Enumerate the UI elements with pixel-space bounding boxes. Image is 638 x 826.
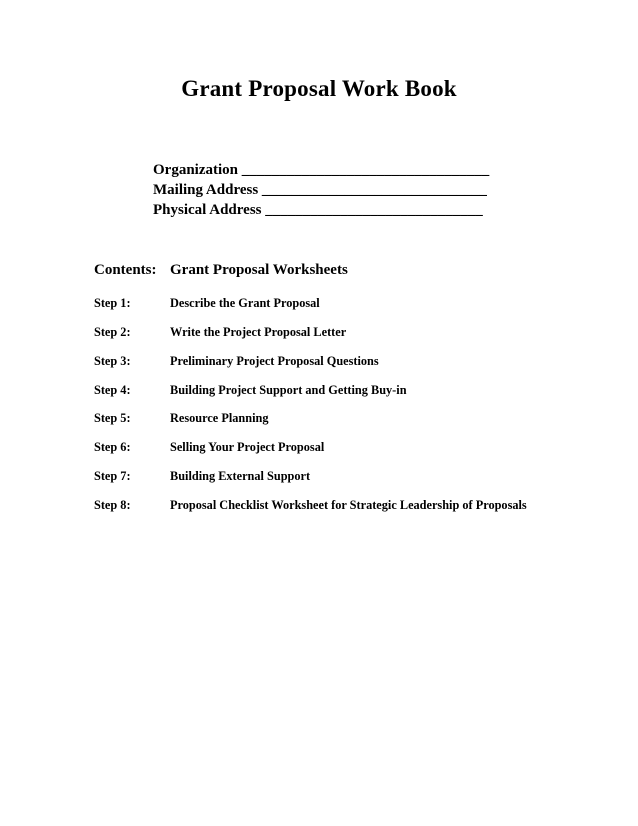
physical-address-blank: _____________________________ — [265, 202, 483, 218]
step-row — [94, 296, 594, 314]
step-number: Step 7: — [94, 469, 131, 483]
physical-address-label: Physical Address — [153, 202, 262, 218]
contents-heading: Grant Proposal Worksheets — [170, 262, 348, 278]
step-text: Building External Support — [170, 469, 311, 483]
step-text: Proposal Checklist Worksheet for Strategic Leadership of Proposals — [170, 498, 527, 512]
step-number: Step 3: — [94, 354, 131, 368]
organization-blank: _________________________________ — [241, 162, 490, 178]
contents-section — [94, 262, 594, 512]
step-number: Step 1: — [94, 296, 131, 310]
physical-address-field — [153, 200, 489, 220]
step-row — [94, 498, 594, 516]
organization-field — [153, 160, 489, 180]
page-title: Grant Proposal Work Book — [181, 76, 457, 101]
organization-label: Organization — [153, 162, 238, 178]
step-number: Step 2: — [94, 325, 131, 339]
step-text: Building Project Support and Getting Buy-in — [170, 383, 407, 397]
mailing-address-field — [153, 180, 489, 200]
step-text: Describe the Grant Proposal — [170, 296, 320, 310]
step-row — [94, 411, 594, 429]
step-text: Resource Planning — [170, 411, 269, 425]
step-row — [94, 469, 594, 487]
mailing-address-blank: ______________________________ — [261, 182, 487, 198]
contents-header — [94, 262, 594, 284]
contents-label: Contents: — [94, 262, 157, 278]
step-row — [94, 325, 594, 343]
step-text: Preliminary Project Proposal Questions — [170, 354, 379, 368]
step-number: Step 4: — [94, 383, 131, 397]
step-row — [94, 354, 594, 372]
mailing-address-label: Mailing Address — [153, 182, 259, 198]
step-row — [94, 440, 594, 458]
step-text: Write the Project Proposal Letter — [170, 325, 347, 339]
step-number: Step 6: — [94, 440, 131, 454]
info-fields — [153, 160, 489, 220]
step-number: Step 8: — [94, 498, 131, 512]
step-text: Selling Your Project Proposal — [170, 440, 325, 454]
step-row — [94, 383, 594, 401]
step-number: Step 5: — [94, 411, 131, 425]
